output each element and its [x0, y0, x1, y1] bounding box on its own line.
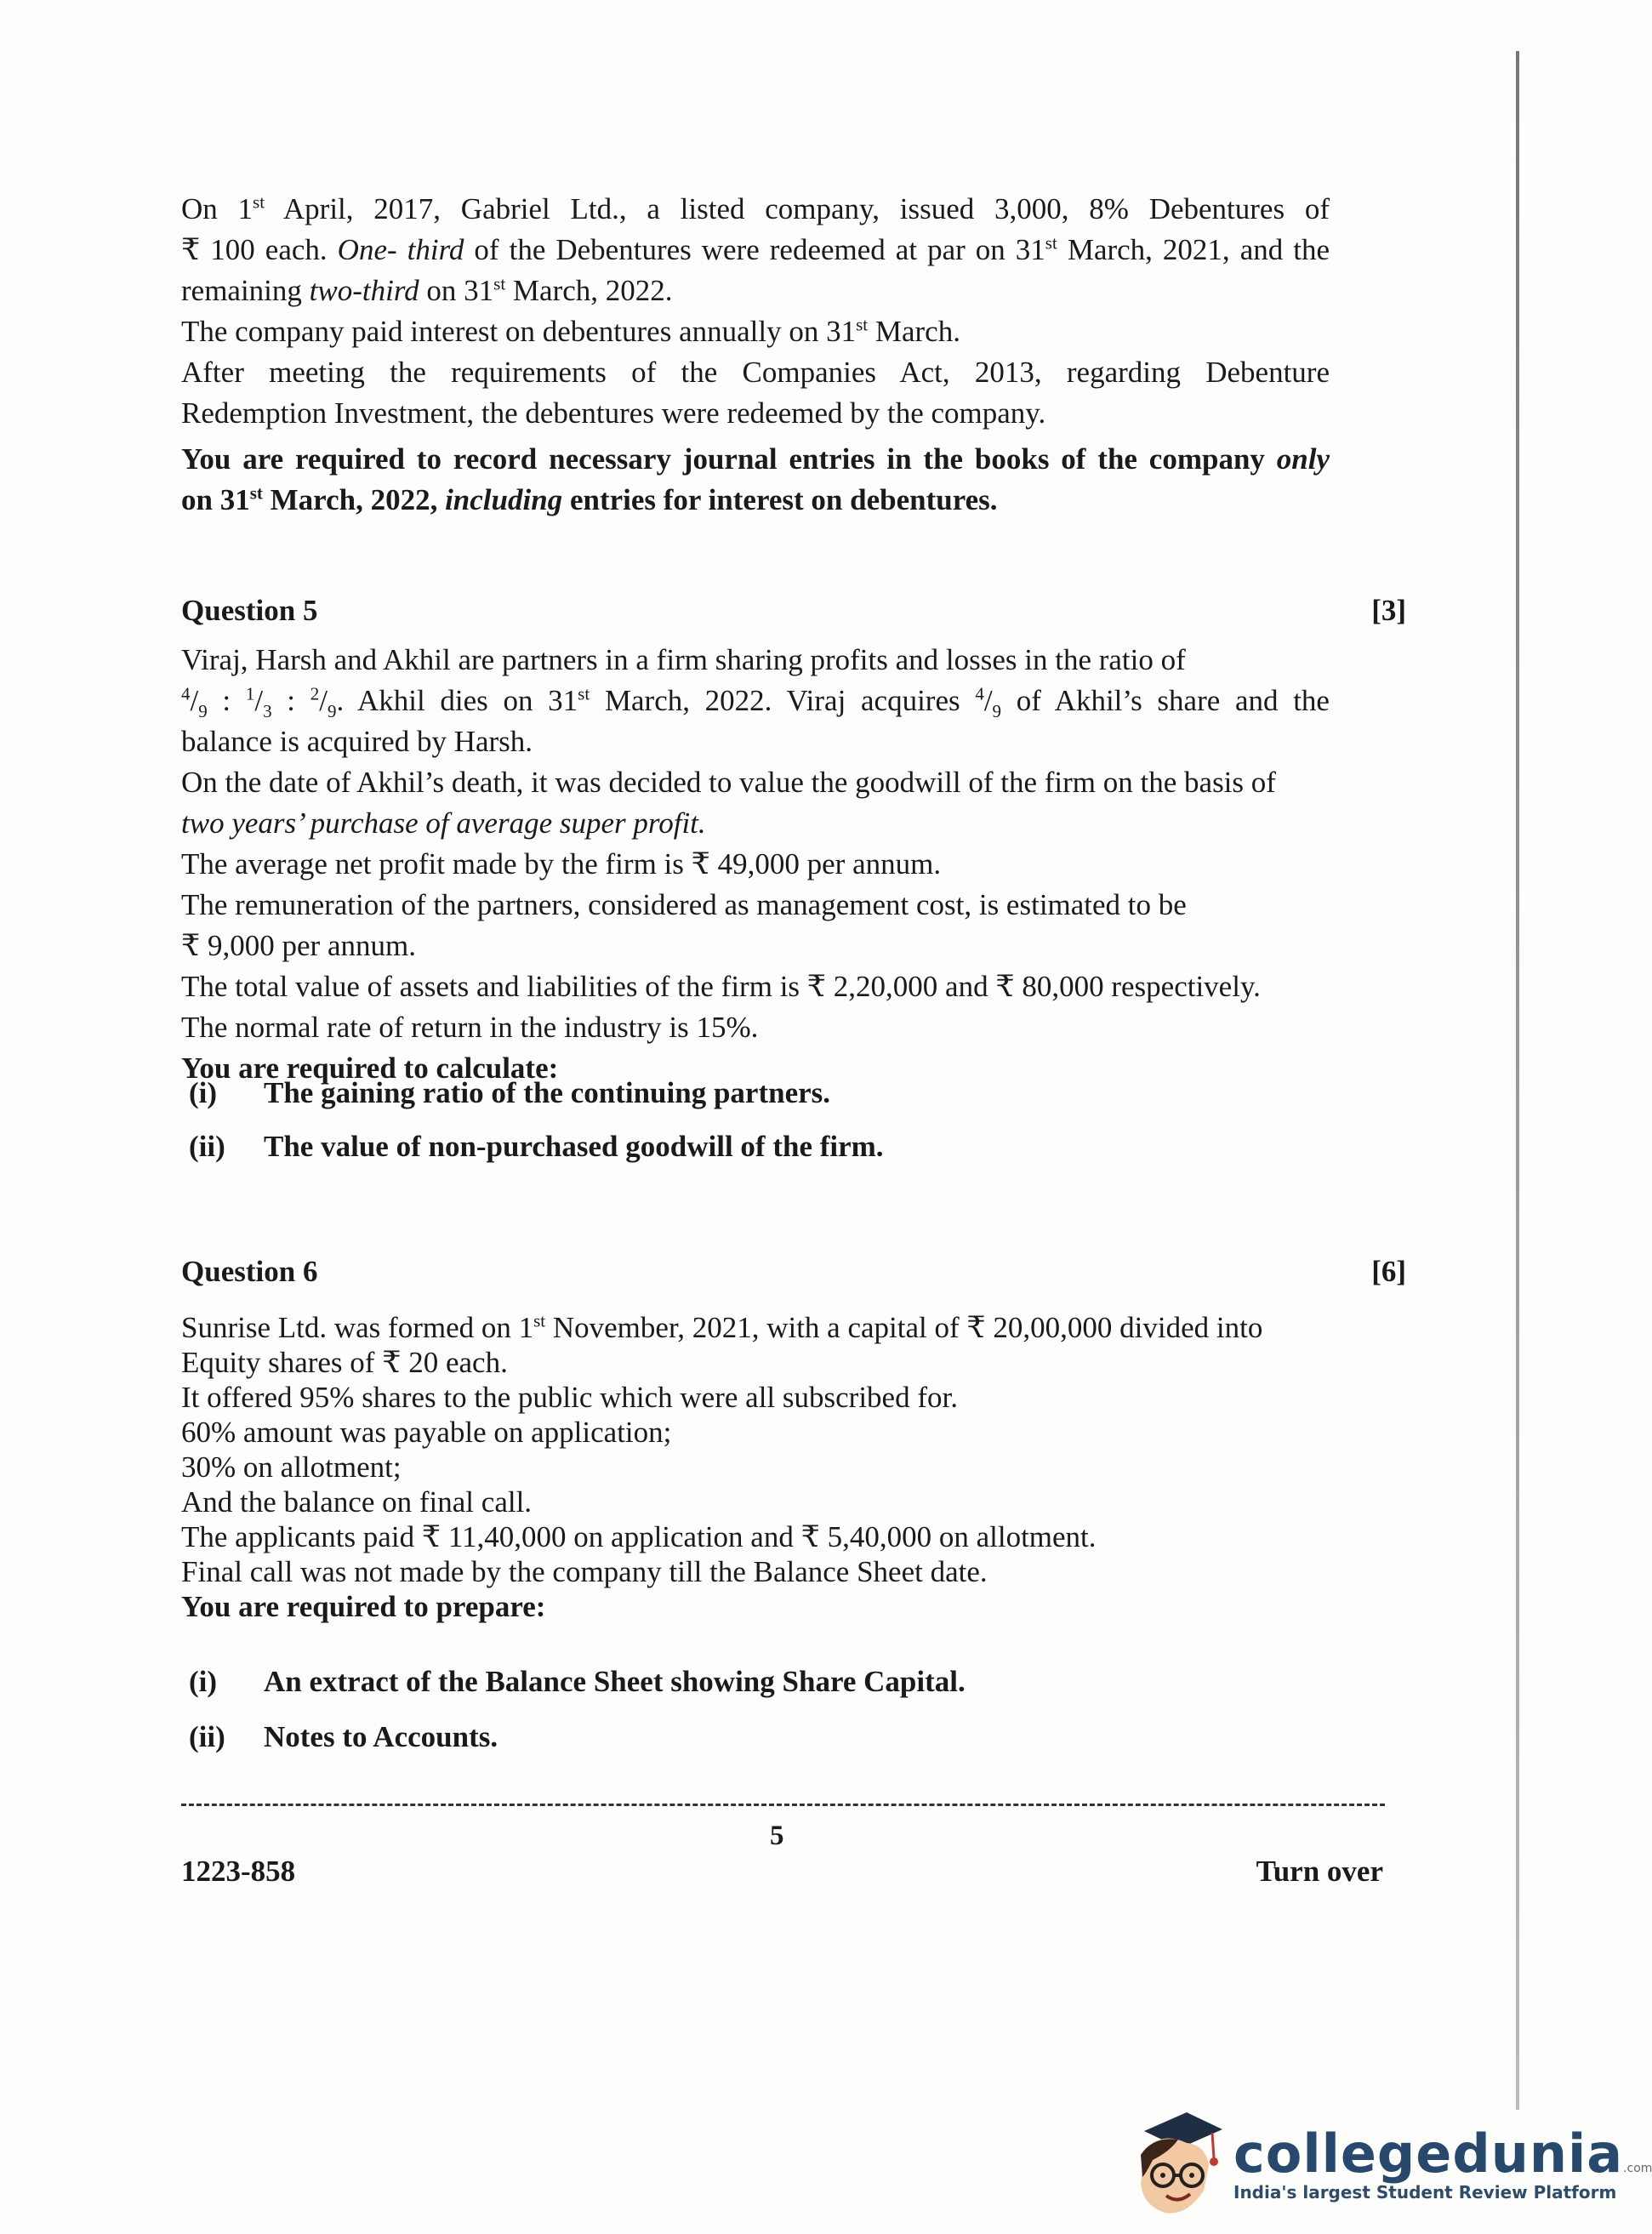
page-number: 5: [770, 1821, 784, 1851]
logo-wordmark: collegedunia.com: [1233, 2123, 1652, 2185]
text-line: Viraj, Harsh and Akhil are partners in a firm sharing profits and losses in the ratio of: [181, 643, 1186, 676]
text-line: It offered 95% shares to the public which were all subscribed for.: [181, 1381, 958, 1414]
text-line: balance is acquired by Harsh.: [181, 725, 533, 758]
question-6-header: [181, 1255, 1406, 1289]
collegedunia-logo: [1127, 2106, 1652, 2225]
debenture-question-text: [181, 189, 1330, 521]
ratio-fraction: $^2/_9$: [310, 683, 337, 721]
text-line: Equity shares of ₹ 20 each.: [181, 1346, 508, 1379]
paper-code: 1223-858: [181, 1855, 296, 1888]
instruction-line: You are required to record necessary journal entries in the books of the company only: [181, 442, 1330, 476]
list-item: (ii) Notes to Accounts.: [189, 1720, 498, 1753]
question-5-header: [181, 594, 1406, 628]
text-line: The company paid interest on debentures annually on 31st March.: [181, 314, 960, 348]
instruction-line: You are required to calculate:: [181, 1051, 559, 1085]
text-line: On 1st April, 2017, Gabriel Ltd., a listed company, issued 3,000, 8% Debentures of: [181, 191, 1330, 225]
question-5-text: [181, 640, 1330, 1089]
text-line: The average net profit made by the firm is ₹ 49,000 per annum.: [181, 847, 942, 880]
text-line: 30% on allotment;: [181, 1450, 402, 1484]
text-line: two years’ purchase of average super profit.: [181, 806, 706, 840]
question-title: Question 5: [181, 594, 318, 627]
text-line: ₹ 9,000 per annum.: [181, 929, 416, 962]
text-line: The remuneration of the partners, considered as management cost, is estimated to be: [181, 888, 1187, 921]
text-line: Redemption Investment, the debentures were redeemed by the company.: [181, 396, 1046, 430]
instruction-line: You are required to prepare:: [181, 1590, 546, 1623]
text-line: On the date of Akhil’s death, it was decided to value the goodwill of the firm on the basis of: [181, 766, 1276, 799]
text-line: ₹ 100 each. One- third of the Debentures were redeemed at par on 31st March, 2021, and the: [181, 232, 1330, 266]
question-title: Question 6: [181, 1255, 318, 1288]
student-mascot-icon: [1127, 2106, 1225, 2225]
ratio-fraction: $^4/_9$: [181, 683, 208, 721]
ratio-fraction: $^1/_3$: [245, 683, 272, 721]
list-item: (i) An extract of the Balance Sheet showing Share Capital.: [189, 1665, 966, 1698]
text-line: After meeting the requirements of the Companies Act, 2013, regarding Debenture: [181, 356, 1330, 389]
question-marks: [3]: [1371, 594, 1406, 627]
question-6-text: [181, 1310, 1330, 1624]
scan-edge-line: [1516, 51, 1519, 2110]
text-line: Final call was not made by the company till the Balance Sheet date.: [181, 1555, 988, 1588]
text-line: 60% amount was payable on application;: [181, 1416, 672, 1449]
text-line: The applicants paid ₹ 11,40,000 on application and ₹ 5,40,000 on allotment.: [181, 1520, 1097, 1553]
ratio-fraction: $^4/_9$: [975, 683, 1002, 721]
logo-tagline: India's largest Student Review Platform: [1233, 2182, 1617, 2203]
text-line: And the balance on final call.: [181, 1485, 533, 1519]
turn-over-note: Turn over: [1256, 1855, 1383, 1888]
list-item: (ii) The value of non-purchased goodwill of the firm.: [189, 1130, 884, 1163]
text-line: remaining two-third on 31st March, 2022.: [181, 273, 673, 307]
instruction-line: on 31st March, 2022, including entries for interest on debentures.: [181, 482, 998, 516]
text-line: The total value of assets and liabilities of the firm is ₹ 2,20,000 and ₹ 80,000 respectively.: [181, 970, 1261, 1003]
text-line: The normal rate of return in the industry is 15%.: [181, 1011, 759, 1044]
footer-divider: [181, 1804, 1385, 1806]
text-line: Sunrise Ltd. was formed on 1st November, 2021, with a capital of ₹ 20,00,000 divided into: [181, 1310, 1263, 1344]
list-item: (i) The gaining ratio of the continuing partners.: [189, 1076, 831, 1109]
text-line: $^4/_9$ : $^1/_3$ : $^2/_9$. Akhil dies on 31st March, 2022. Viraj acquires $^4/_9$ of Akhil’s share and the: [181, 683, 1330, 721]
question-marks: [6]: [1371, 1255, 1406, 1288]
